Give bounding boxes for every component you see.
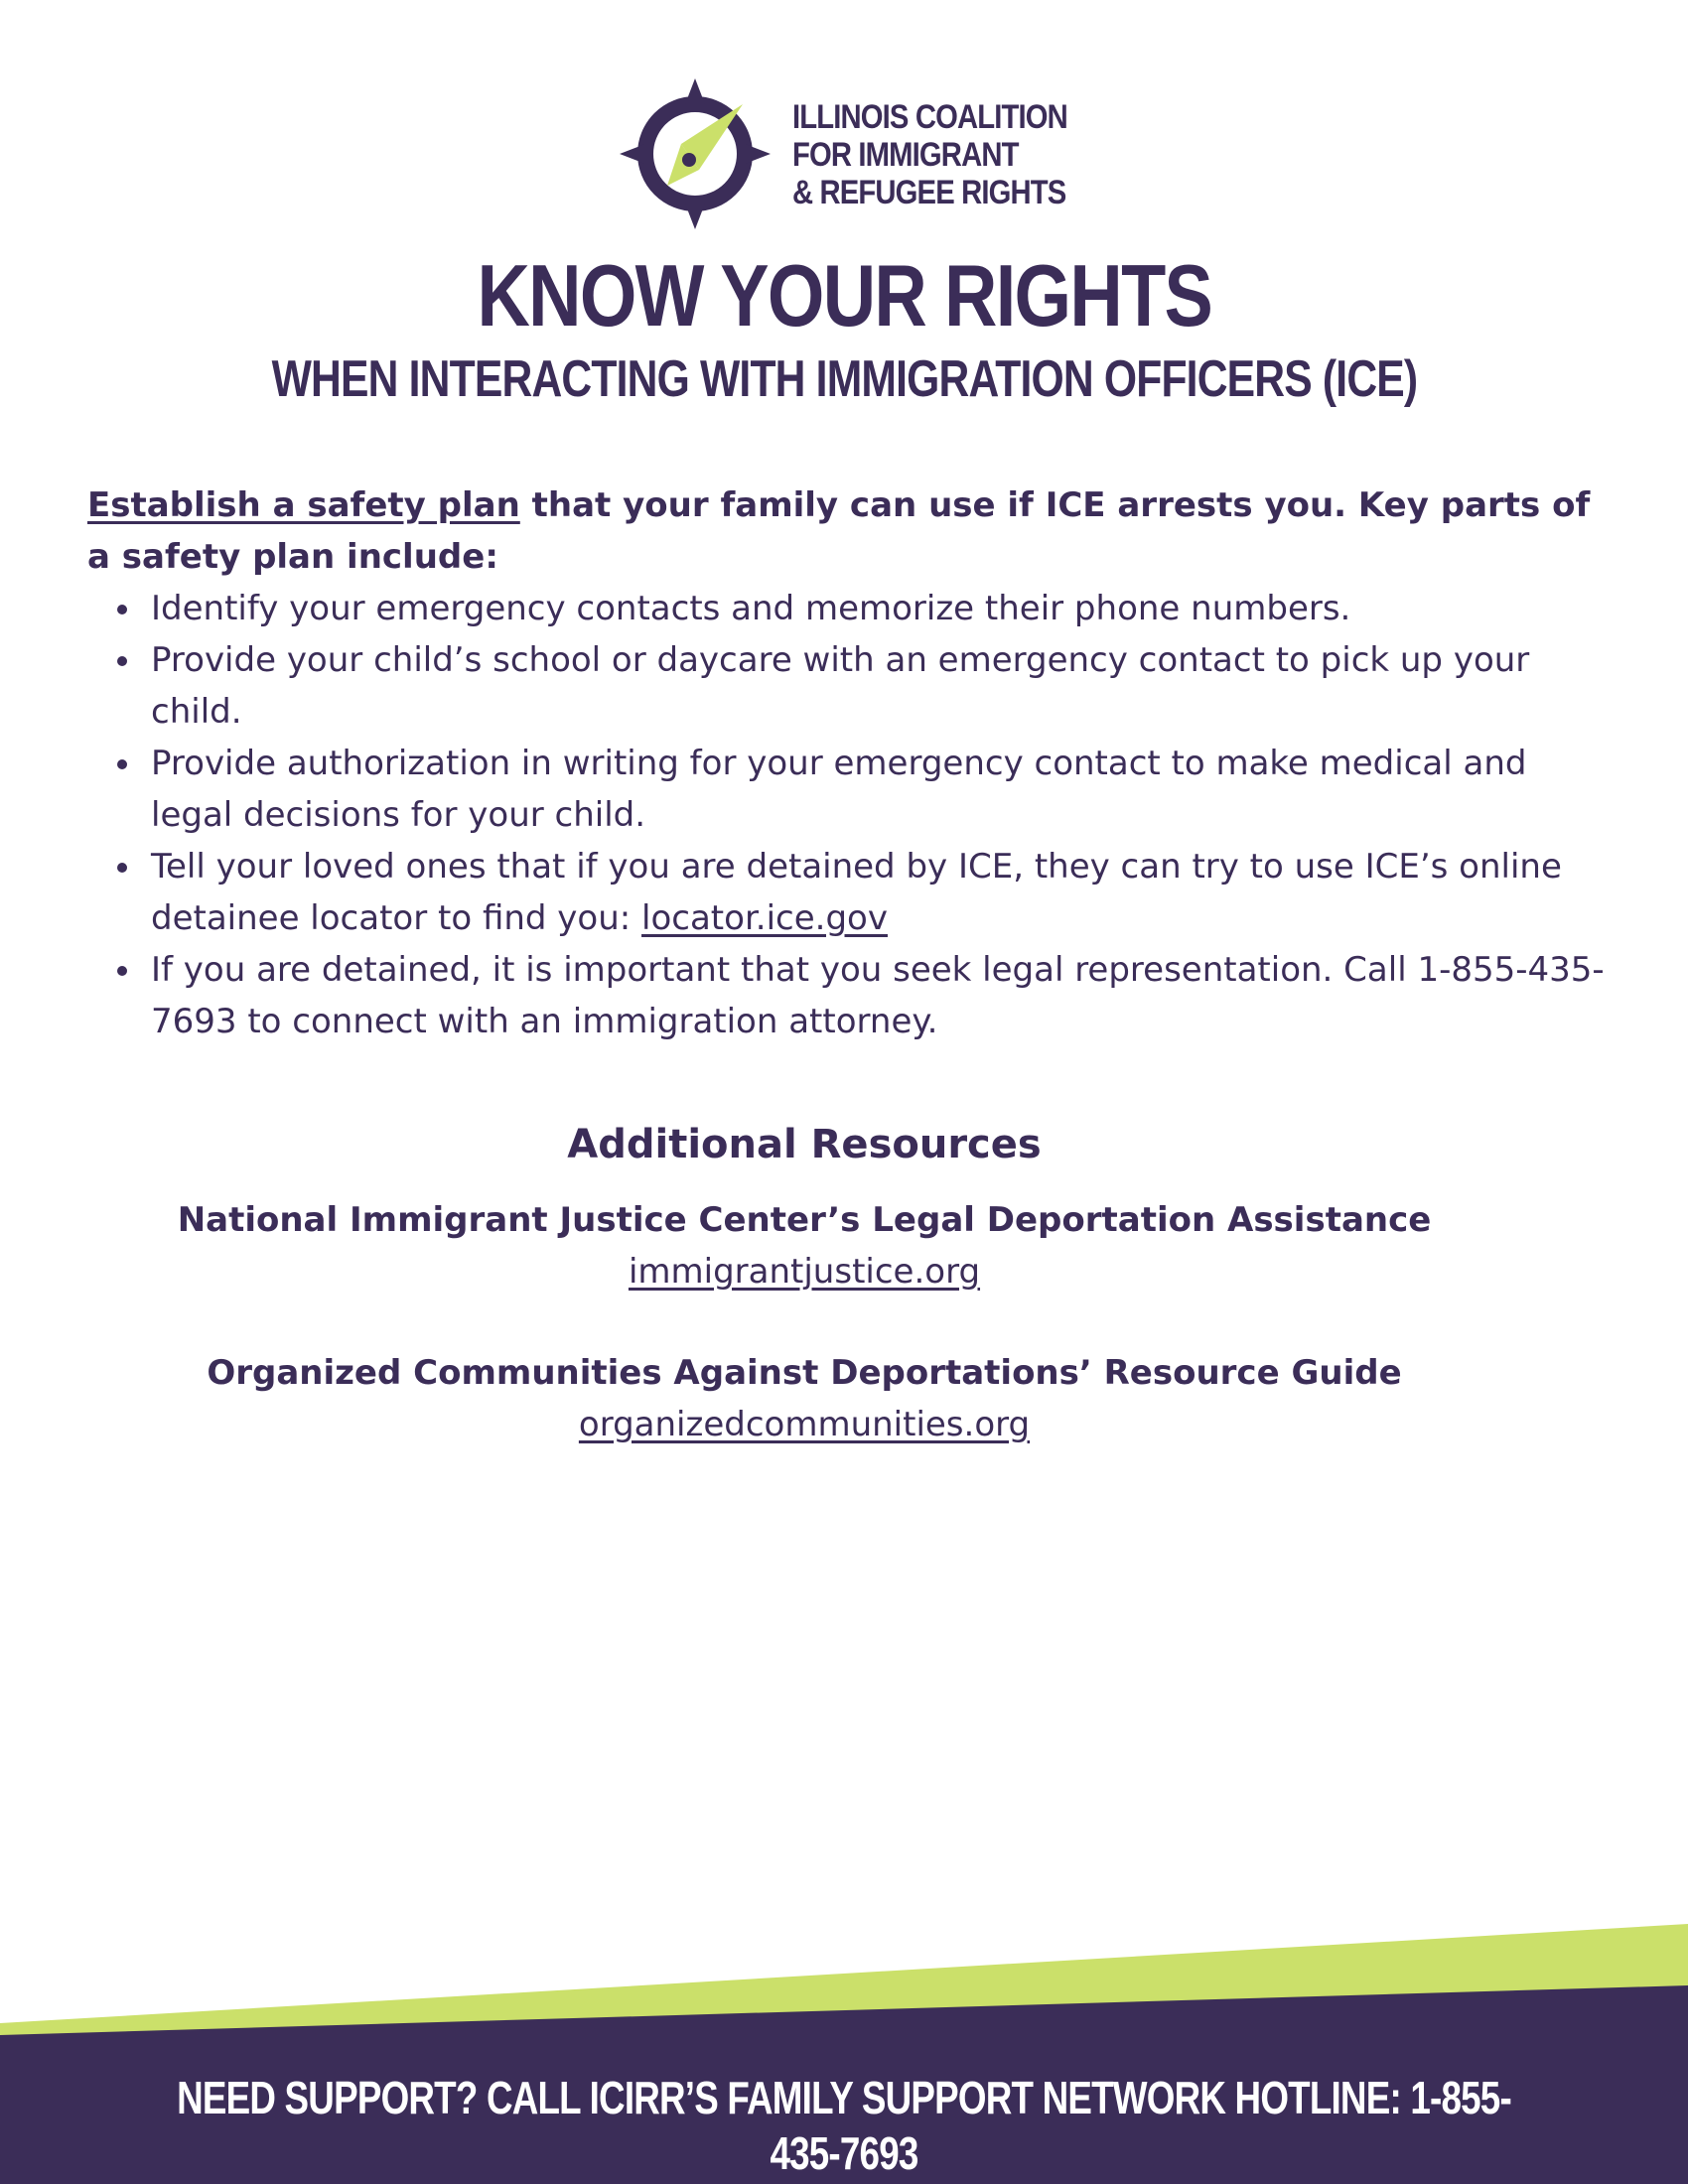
resource-name: National Immigrant Justice Center’s Legal Deportation Assistance <box>177 1200 1432 1240</box>
org-name-line: ILLINOIS COALITION <box>792 98 1067 136</box>
org-name-line: & REFUGEE RIGHTS <box>792 174 1066 211</box>
resource-name: Organized Communities Against Deportations’ Resource Guide <box>207 1353 1402 1393</box>
list-item: Provide your child’s school or daycare with an emergency contact to pick up your child. <box>87 634 1617 738</box>
safety-plan-intro <box>87 479 1617 583</box>
bullet-icon <box>117 759 127 769</box>
page-title: KNOW YOUR RIGHTS <box>477 246 1211 344</box>
resource-item <box>0 1194 1609 1297</box>
additional-resources-section <box>0 1117 1609 1450</box>
immigrant-justice-link[interactable]: immigrantjustice.org <box>628 1252 981 1292</box>
org-name <box>792 98 1067 211</box>
header <box>0 0 1688 427</box>
organized-communities-link[interactable]: organizedcommunities.org <box>578 1405 1031 1444</box>
list-item: Tell your loved ones that if you are detained by ICE, they can try to use ICE’s online detainee locator to find you: locator.ice.gov <box>87 841 1617 944</box>
org-logo <box>616 74 1072 233</box>
list-item: Identify your emergency contacts and memorize their phone numbers. <box>87 583 1617 634</box>
list-item: If you are detained, it is important that you seek legal representation. Call 1-855-435-7693 to connect with an immigration attorney. <box>87 944 1617 1047</box>
bullet-icon <box>117 605 127 614</box>
bullet-icon <box>117 656 127 666</box>
safety-plan-intro-text: that your family can use if ICE arrests you. Key parts of a safety plan include: <box>87 485 1591 577</box>
bullet-icon <box>117 966 127 976</box>
resource-item <box>0 1347 1609 1450</box>
safety-plan-section <box>87 479 1617 1047</box>
bullet-icon <box>117 863 127 873</box>
compass-icon <box>616 74 774 233</box>
list-item: Provide authorization in writing for your emergency contact to make medical and legal decisions for your child. <box>87 738 1617 841</box>
resources-heading: Additional Resources <box>567 1122 1042 1167</box>
safety-plan-list <box>87 583 1617 1047</box>
detainee-locator-link[interactable]: locator.ice.gov <box>641 898 888 938</box>
page-subtitle: WHEN INTERACTING WITH IMMIGRATION OFFICERS (ICE) <box>271 350 1417 408</box>
org-name-line: FOR IMMIGRANT <box>792 136 1019 174</box>
safety-plan-link[interactable]: Establish a safety plan <box>87 485 520 525</box>
hotline-text: NEED SUPPORT? CALL ICIRR’S FAMILY SUPPORT NETWORK HOTLINE: 1-855-435-7693 <box>177 2072 1511 2179</box>
